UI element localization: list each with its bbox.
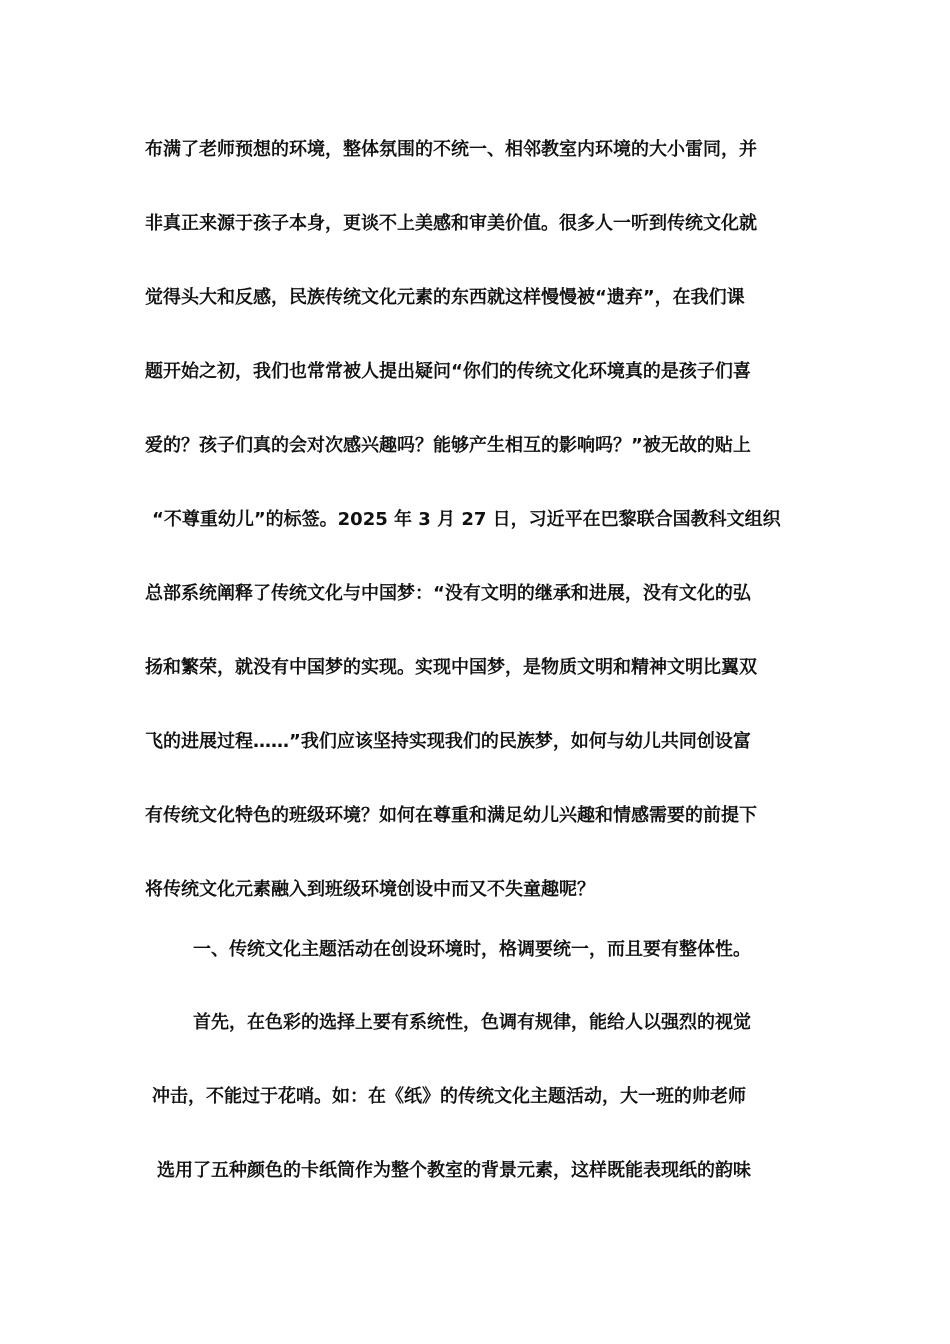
paragraph-line-6: “不尊重幼儿”的标签。2025 年 3 月 27 日，习近平在巴黎联合国教科文组织 [152,509,781,530]
paragraph-line-8: 扬和繁荣，就没有中国梦的实现。实现中国梦，是物质文明和精神文明比翼双 [145,657,757,678]
paragraph-line-4: 题开始之初，我们也常常被人提出疑问“你们的传统文化环境真的是孩子们喜 [145,361,751,382]
paragraph-line-5: 爱的？孩子们真的会对次感兴趣吗？能够产生相互的影响吗？”被无故的贴上 [145,435,751,456]
paragraph-line-12: 首先，在色彩的选择上要有系统性，色调有规律，能给人以强烈的视觉 [193,1012,751,1033]
paragraph-line-1: 布满了老师预想的环境，整体氛围的不统一、相邻教室内环境的大小雷同，并 [145,139,757,160]
paragraph-line-13: 冲击，不能过于花哨。如：在《纸》的传统文化主题活动，大一班的帅老师 [152,1086,746,1107]
paragraph-line-14: 选用了五种颜色的卡纸筒作为整个教室的背景元素，这样既能表现纸的韵味 [157,1160,751,1181]
paragraph-line-2: 非真正来源于孩子本身，更谈不上美感和审美价值。很多人一听到传统文化就 [145,213,757,234]
paragraph-line-3: 觉得头大和反感，民族传统文化元素的东西就这样慢慢被“遗弃”，在我们课 [145,287,745,308]
section-heading: 一、传统文化主题活动在创设环境时，格调要统一，而且要有整体性。 [193,939,751,960]
paragraph-line-10: 有传统文化特色的班级环境？如何在尊重和满足幼儿兴趣和情感需要的前提下 [145,805,757,826]
paragraph-line-7: 总部系统阐释了传统文化与中国梦：“没有文明的继承和进展，没有文化的弘 [145,583,751,604]
paragraph-line-11: 将传统文化元素融入到班级环境创设中而又不失童趣呢？ [145,879,595,900]
paragraph-line-9: 飞的进展过程……”我们应该坚持实现我们的民族梦，如何与幼儿共同创设富 [145,731,751,752]
